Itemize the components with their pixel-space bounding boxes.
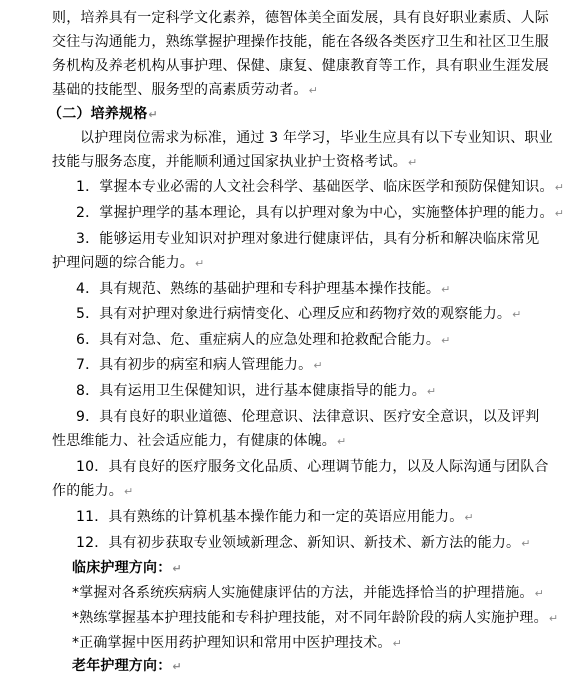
paragraph-mark-icon: ↵ — [464, 511, 474, 524]
paragraph-mark-icon: ↵ — [521, 537, 531, 550]
paragraph-mark-icon: ↵ — [554, 207, 565, 220]
list-item: 8．具有运用卫生保健知识，进行基本健康指导的能力。↵ — [76, 383, 437, 399]
paragraph-mark-icon: ↵ — [172, 562, 182, 575]
list-item: 6．具有对急、危、重症病人的应急处理和抢救配合能力。↵ — [76, 332, 451, 348]
paragraph-mark-icon: ↵ — [554, 181, 565, 194]
paragraph-mark-icon: ↵ — [195, 257, 205, 270]
list-item: 5．具有对护理对象进行病情变化、心理反应和药物疗效的观察能力。↵ — [76, 306, 522, 322]
list-item: 1．掌握本专业必需的人文社会科学、基础医学、临床医学和预防保健知识。↵ — [76, 179, 565, 195]
clinical-bullet: *掌握对各系统疾病病人实施健康评估的方法，并能选择恰当的护理措施。↵ — [72, 585, 545, 601]
paragraph-mark-icon: ↵ — [308, 84, 319, 97]
paragraph-mark-icon: ↵ — [124, 485, 134, 498]
section-intro-line: 以护理岗位需求为标准，通过 3 年学习，毕业生应具有以下专业知识、职业 — [80, 130, 553, 146]
list-item: 3．能够运用专业知识对护理对象进行健康评估，具有分析和解决临床常见 — [76, 231, 540, 247]
geriatric-heading: 老年护理方向：↵ — [72, 658, 182, 674]
clinical-bullet: *正确掌握中医用药护理知识和常用中医护理技术。↵ — [72, 635, 403, 651]
clinical-heading: 临床护理方向：↵ — [72, 560, 182, 576]
intro-line: 基础的技能型、服务型的高素质劳动者。↵ — [52, 82, 319, 98]
list-item-continuation: 作的能力。↵ — [52, 483, 134, 499]
paragraph-mark-icon: ↵ — [534, 587, 545, 600]
intro-line: 交往与沟通能力，熟练掌握护理操作技能，能在各级各类医疗卫生和社区卫生服 — [52, 34, 549, 50]
paragraph-mark-icon: ↵ — [148, 108, 158, 121]
list-item: 2．掌握护理学的基本理论，具有以护理对象为中心，实施整体护理的能力。↵ — [76, 205, 565, 221]
section-intro-line: 技能与服务态度，并能顺利通过国家执业护士资格考试。↵ — [52, 154, 418, 170]
paragraph-mark-icon: ↵ — [337, 435, 347, 448]
paragraph-mark-icon: ↵ — [512, 308, 522, 321]
clinical-bullet: *熟练掌握基本护理技能和专科护理技能，对不同年龄阶段的病人实施护理。↵ — [72, 610, 559, 626]
paragraph-mark-icon: ↵ — [408, 156, 418, 169]
list-item: 11．具有熟练的计算机基本操作能力和一定的英语应用能力。↵ — [76, 509, 474, 525]
paragraph-mark-icon: ↵ — [313, 359, 323, 372]
intro-line: 则，培养具有一定科学文化素养，德智体美全面发展，具有良好职业素质、人际 — [52, 10, 549, 26]
paragraph-mark-icon: ↵ — [426, 385, 437, 398]
paragraph-mark-icon: ↵ — [548, 612, 559, 625]
section-heading: （二）培养规格↵ — [48, 106, 158, 122]
list-item: 10．具有良好的医疗服务文化品质、心理调节能力，以及人际沟通与团队合 — [76, 459, 549, 475]
paragraph-mark-icon: ↵ — [441, 334, 451, 347]
list-item-continuation: 性思维能力、社会适应能力，有健康的体魄。↵ — [52, 433, 347, 449]
list-item: 12．具有初步获取专业领域新理念、新知识、新技术、新方法的能力。↵ — [76, 535, 531, 551]
paragraph-mark-icon: ↵ — [172, 660, 182, 673]
list-item: 7．具有初步的病室和病人管理能力。↵ — [76, 357, 323, 373]
list-item: 9．具有良好的职业道德、伦理意识、法律意识、医疗安全意识，以及评判 — [76, 409, 540, 425]
intro-line: 务机构及养老机构从事护理、保健、康复、健康教育等工作，具有职业生涯发展 — [52, 58, 549, 74]
paragraph-mark-icon: ↵ — [441, 283, 451, 296]
list-item: 4．具有规范、熟练的基础护理和专科护理基本操作技能。↵ — [76, 281, 451, 297]
list-item-continuation: 护理问题的综合能力。↵ — [52, 255, 205, 271]
paragraph-mark-icon: ↵ — [392, 637, 403, 650]
